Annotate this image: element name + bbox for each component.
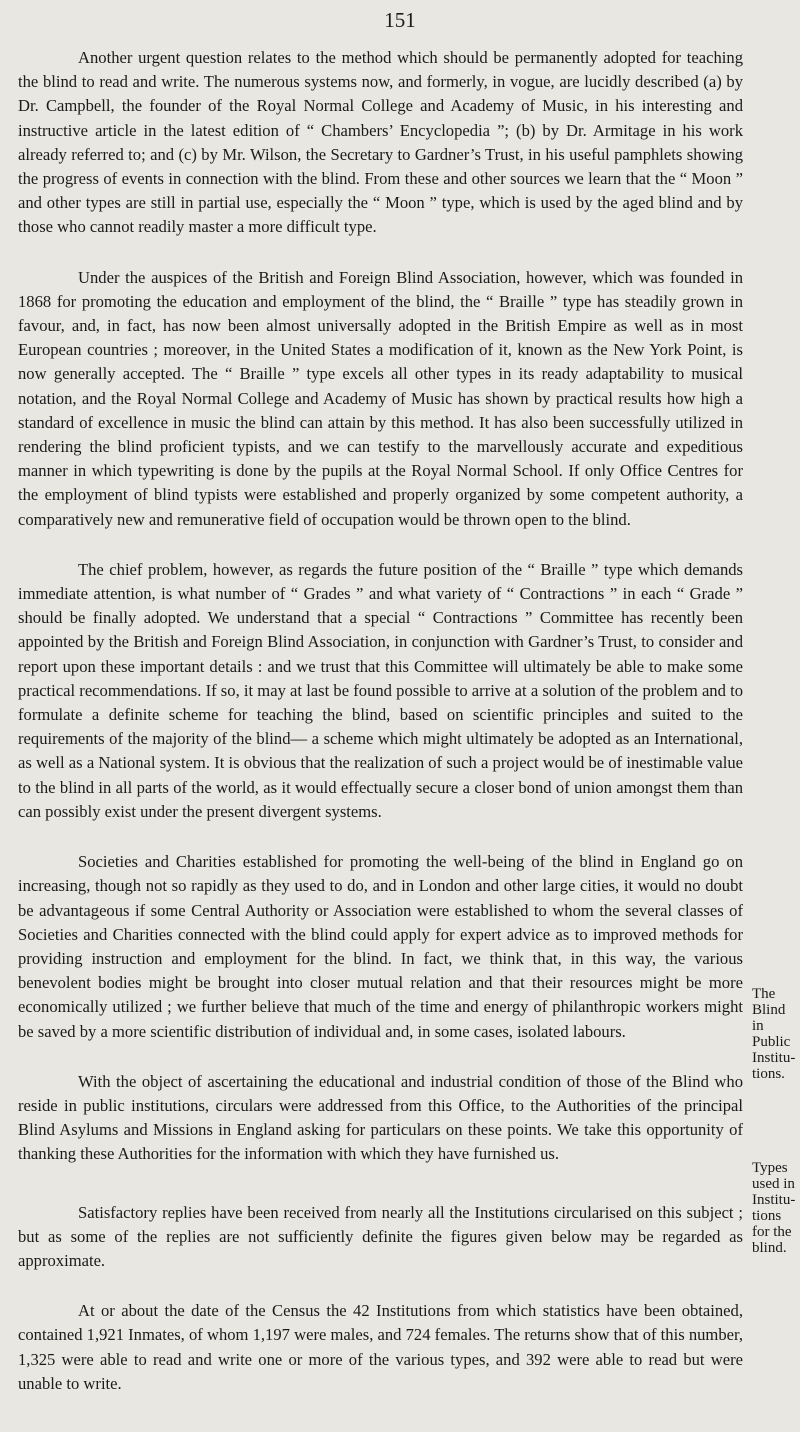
paragraph-census-statistics: At or about the date of the Census the 42 Institutions from which statistics have been obtained, contained 1,921 Inmates, of whom 1,197 were males, and 724 females. The returns show that of this number, 1,325 were able to read and write one or more of the various types, and 392 were able to read but were unable to write. — [18, 1301, 743, 1393]
margin-note-types-used: Types used in Institu- tions for the blind. — [752, 1160, 796, 1256]
paragraph-circulars: With the object of ascertaining the educational and industrial condition of those of the Blind who reside in public institutions, circulars were addressed from this Office, to the Authorities of the principal Blind Asylums and Missions in England asking for particulars on these points. We take this opportunity of thanking these Authorities for the information with which they have furnished us. — [18, 1071, 743, 1164]
margin-note-public-institutions: The Blind in Public Institu- tions. — [752, 986, 796, 1082]
paragraph-societies-charities: Societies and Charities established for promoting the well-being of the blind in England go on increasing, though not so rapidly as they used to do, and in London and other large cities, it would no doubt be advantageous if some Central Authority or Association were established to whom the several classes of Societies and Charities connected with the blind could apply for expert advice as to improved methods for providing instruction and employment for the blind. In fact, we think that, in this way, the various benevolent bodies might be brought into closer mutual relation and that their resources might be more economically utilized ; we further believe that much of the time and energy of philanthropic workers might be saved by a more scientific distribution of individual and, in some cases, isolated labours. — [18, 852, 743, 1041]
page-number: 151 — [384, 8, 416, 32]
paragraph-replies: Satisfactory replies have been received from nearly all the Institutions circularised on this subject ; but as some of the replies are not sufficiently definite the figures given below may be regarded as approximate. — [18, 1202, 743, 1270]
main-text — [18, 46, 743, 1432]
paragraph-braille-type: Under the auspices of the British and Foreign Blind Association, however, which was founded in 1868 for promoting the education and employment of the blind, the “ Braille ” type has steadily grown in favour, and, in fact, has now been almost universally adopted in the British Empire as well as in most European countries ; moreover, in the United States a modification of it, known as the New York Point, is now generally accepted. The “ Braille ” type excels all other types in its ready adaptability to musical notation, and the Royal Normal College and Academy of Music has shown by practical results how high a standard of excellence in music the blind can attain by this method. It has also been successfully utilized in rendering the blind proficient typists, and we can testify to the marvellously accurate and expeditious manner in which typewriting is done by the pupils at the Royal Normal School. If only Office Centres for the employment of blind typists were established and properly organized by some competent authority, a comparatively new and remunerative field of occupation would be thrown open to the blind. — [18, 267, 743, 529]
paragraph-grades-contractions: The chief problem, however, as regards the future position of the “ Braille ” type which demands immediate attention, is what number of “ Grades ” and what variety of “ Contractions ” in each “ Grade ” should be finally adopted. We understand that a special “ Contractions ” Committee has recently been appointed by the British and Foreign Blind Association, in conjunction with Gardner’s Trust, to consider and report upon these important details : and we trust that this Committee will ultimately be able to make some practical recommendations. If so, it may at last be found possible to arrive at a solution of the problem and to formulate a definite scheme for teaching the blind, based on scientific principles and suited to the requirements of the majority of the blind— a scheme which might ultimately be adopted as an International, as well as a National system. It is obvious that the realization of such a project would be of inestimable value to the blind in all parts of the world, as it would effectually secure a closer bond of union amongst them than can possibly exist under the present divergent systems. — [18, 559, 743, 821]
paragraph-reading-methods: Another urgent question relates to the method which should be permanently adopted for teaching the blind to read and write. The numerous systems now, and formerly, in vogue, are lucidly described (a) by Dr. Campbell, the founder of the Royal Normal College and Academy of Music, in his interesting and instructive article in the latest edition of “ Chambers’ Encyclopedia ”; (b) by Dr. Armitage in his work already referred to; and (c) by Mr. Wilson, the Secretary to Gardner’s Trust, in his useful pamphlets showing the progress of events in connection with the blind. From these and other sources we learn that the “ Moon ” and other types are still in partial use, especially the “ Moon ” type, which is used by the aged blind and by those who cannot readily master a more difficult type. — [18, 48, 743, 237]
